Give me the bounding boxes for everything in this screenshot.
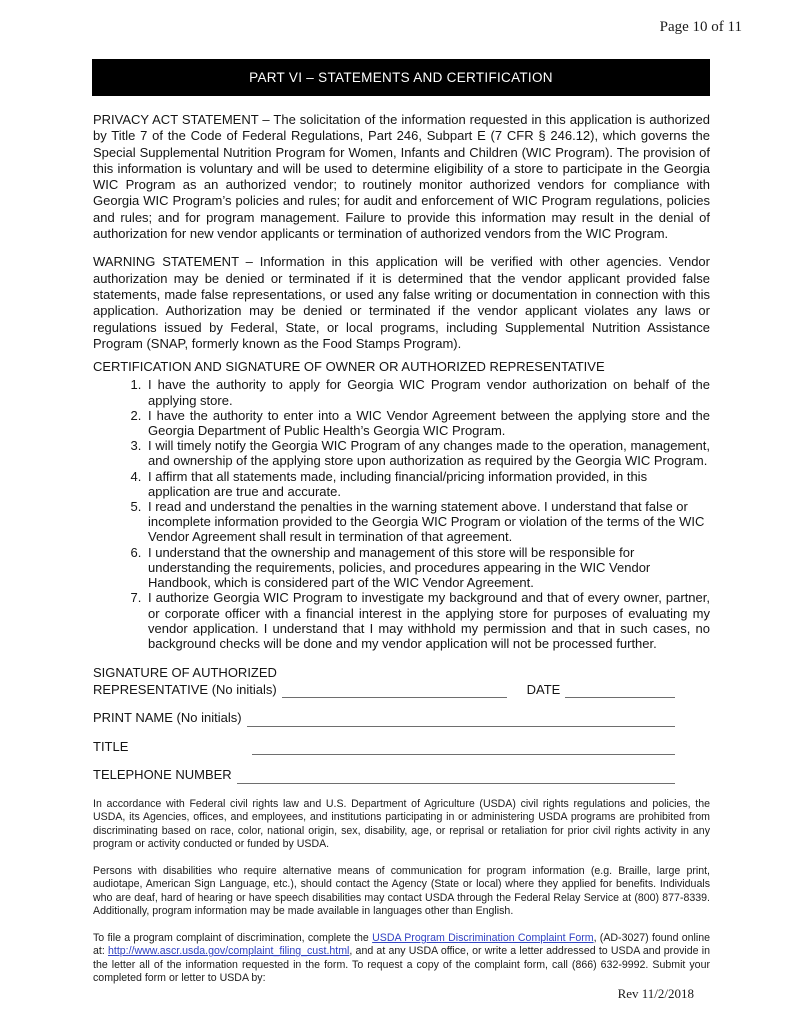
complaint-text-3: , and at any USDA office, or write a letter addressed to USDA and provide in the letter all of the information requested in the form. To request a copy of the complaint form, call (866) 632-9992. Submit your completed form or letter to USDA by: — [93, 945, 710, 985]
date-label: DATE — [526, 681, 561, 697]
usda-nondiscrimination-notice: In accordance with Federal civil rights law and U.S. Department of Agriculture (USDA) civil rights regulations and policies, the USDA, its Agencies, offices, and employees, and institutions participating in or administering USDA programs are prohibited from discriminating based on race, color, national origin, sex, disability, age, or reprisal or retaliation for prior civil rights activity in any program or activity conducted or funded by USDA. — [93, 797, 710, 851]
revision-date: Rev 11/2/2018 — [617, 986, 694, 1001]
signature-date-row — [93, 682, 675, 699]
certification-item-3: 3. I will timely notify the Georgia WIC Program of any changes made to the operation, management, and ownership of the applying store upon authorization as required by the Georgia WIC Program. — [145, 438, 710, 468]
usda-complaint-form-link[interactable]: USDA Program Discrimination Complaint Form — [372, 931, 594, 944]
complaint-text-2: , (AD-3027) found online at: — [93, 931, 710, 958]
privacy-act-statement: PRIVACY ACT STATEMENT – The solicitation of the information requested in this application is authorized by Title 7 of the Code of Federal Regulations, Part 246, Subpart E (7 CFR § 246.12), which governs the Special Supplemental Nutrition Program for Women, Infants and Children (WIC Program). The provision of this information is voluntary and will be used to determine eligibility of a store to participate in the Georgia WIC Program as an authorized vendor; to routinely monitor authorized vendors for compliance with Georgia WIC Program’s policies and rules; for audit and enforcement of WIC Program regulations, policies and rules; and for program management. Failure to provide this information may result in the denial of authorization for new vendor applicants or termination of authorized vendors from the WIC Program. — [93, 112, 710, 242]
title-field[interactable] — [252, 739, 675, 755]
telephone-field[interactable] — [237, 768, 675, 784]
print-name-row — [93, 710, 675, 727]
print-name-field[interactable] — [247, 711, 675, 727]
certification-list — [93, 377, 710, 651]
complaint-text-1: To file a program complaint of discrimination, complete the — [93, 931, 373, 944]
date-field[interactable] — [565, 682, 675, 698]
certification-item-5: 5. I read and understand the penalties in the warning statement above. I understand that false or incomplete information provided to the Georgia WIC Program or violation of the terms of the WIC Vendor Agreement shall result in termination of that agreement. — [145, 499, 710, 545]
warning-statement: WARNING STATEMENT – Information in this application will be verified with other agencies. Vendor authorization may be denied or terminated if it is determined that the vendor applicant provided false statements, made false representations, or used any false writing or documentation in connection with this application. Authorization may be denied or terminated if the vendor applicant violates any laws or regulations issued by Federal, State, or local programs, including Supplemental Nutrition Assistance Program (SNAP, formerly known as the Food Stamps Program). — [93, 254, 710, 351]
signature-field[interactable] — [282, 682, 507, 698]
certification-item-4: 4. I affirm that all statements made, including financial/pricing information provided, in this application are true and accurate. — [145, 469, 710, 499]
title-row — [93, 739, 675, 756]
page-number: Page 10 of 11 — [659, 19, 742, 35]
telephone-label: TELEPHONE NUMBER — [93, 767, 232, 783]
signature-block — [93, 665, 675, 784]
usda-disabilities-notice: Persons with disabilities who require alternative means of communication for program information (e.g. Braille, large print, audiotape, American Sign Language, etc.), should contact the Agency (State or local) where they applied for benefits. Individuals who are deaf, hard of hearing or have speech disabilities may contact USDA through the Federal Relay Service at (800) 877-8339. Additionally, program information may be made available in languages other than English. — [93, 864, 710, 918]
telephone-row — [93, 767, 675, 784]
signature-label-line2: REPRESENTATIVE (No initials) — [93, 681, 277, 697]
document-body — [93, 112, 710, 986]
section-title: PART VI – STATEMENTS AND CERTIFICATION — [249, 70, 553, 85]
certification-item-6: 6. I understand that the ownership and management of this store will be responsible for understanding the requirements, policies, and procedures appearing in the WIC Vendor Handbook, which is considered part of the WIC Vendor Agreement. — [145, 545, 710, 591]
certification-item-2: 2. I have the authority to enter into a WIC Vendor Agreement between the applying store and the Georgia Department of Public Health’s Georgia WIC Program. — [145, 408, 710, 438]
usda-complaint-notice — [93, 932, 710, 986]
certification-item-7: 7. I authorize Georgia WIC Program to investigate my background and that of every owner, partner, or corporate officer with a financial interest in the applying store for purposes of evaluating my vendor application. I understand that I may withhold my permission and that in such cases, no background checks will be done and my vendor application will not be processed further. — [145, 590, 710, 651]
certification-heading: CERTIFICATION AND SIGNATURE OF OWNER OR AUTHORIZED REPRESENTATIVE — [93, 359, 605, 375]
certification-item-1: 1. I have the authority to apply for Georgia WIC Program vendor authorization on behalf of the applying store. — [145, 377, 710, 407]
signature-label-line1: SIGNATURE OF AUTHORIZED — [93, 665, 277, 681]
section-header-bar — [92, 59, 710, 96]
ascr-usda-url-link[interactable]: http://www.ascr.usda.gov/complaint_filing_cust.html — [107, 945, 350, 958]
print-name-label: PRINT NAME (No initials) — [93, 710, 242, 726]
title-label: TITLE — [93, 738, 129, 754]
